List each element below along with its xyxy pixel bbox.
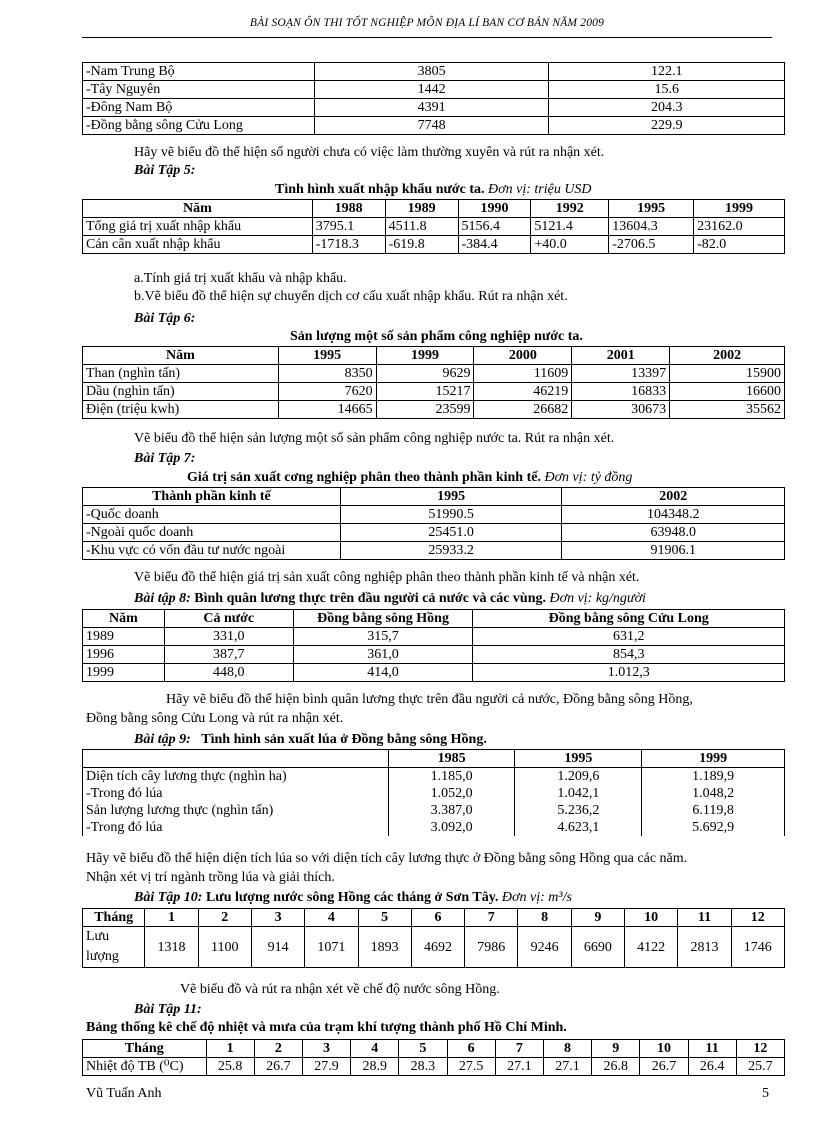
table-cell: 25933.2 xyxy=(340,542,562,560)
table-cell: 23599 xyxy=(376,401,474,419)
table-ex10 xyxy=(82,908,785,968)
table-cell: 63948.0 xyxy=(562,524,785,542)
table-cell: 361,0 xyxy=(293,646,473,664)
table-cell: 331,0 xyxy=(164,628,293,646)
table-header-cell: 1999 xyxy=(376,347,474,365)
table-ex5 xyxy=(82,199,785,254)
table-row xyxy=(83,785,785,802)
table-cell: 23162.0 xyxy=(694,218,785,236)
table-header-cell: 2001 xyxy=(572,347,670,365)
ex7-caption: Giá trị sản xuất cơng nghiệp phân theo thành phần kinh tế. Đơn vị: tỷ đồng xyxy=(187,470,633,485)
table-row xyxy=(83,524,785,542)
table-header-cell: Năm xyxy=(83,610,165,628)
table-header-cell: Năm xyxy=(83,347,279,365)
table-cell: -619.8 xyxy=(385,236,458,254)
ex9-title: Bài tập 9: Tình hình sản xuất lúa ở Đồng bằng sông Hồng. xyxy=(134,732,487,747)
table-cell: +40.0 xyxy=(531,236,609,254)
table-row xyxy=(83,542,785,560)
table-cell: 27.9 xyxy=(302,1058,350,1076)
table-cell: -Trong đó lúa xyxy=(83,785,389,802)
table-cell: -Trong đó lúa xyxy=(83,819,389,836)
ex9-task-2: Nhận xét vị trí ngành trồng lúa và giải thích. xyxy=(86,870,335,885)
ex6-caption: Sản lượng một số sản phẩm công nghiệp nước ta. xyxy=(290,329,583,344)
table-cell: 27.1 xyxy=(543,1058,591,1076)
table-header-cell: 12 xyxy=(731,909,784,927)
table-cell: 27.1 xyxy=(495,1058,543,1076)
table-cell: -2706.5 xyxy=(609,236,694,254)
table-header-cell: 5 xyxy=(399,1040,447,1058)
table-cell: -Đồng bằng sông Cửu Long xyxy=(83,117,315,135)
table-cell: 16600 xyxy=(670,383,785,401)
table-header-cell: 8 xyxy=(518,909,571,927)
table-header-cell: Cả nước xyxy=(164,610,293,628)
table-cell: 1442 xyxy=(314,81,549,99)
table-header-cell: 2002 xyxy=(562,488,785,506)
row-label-line: Lưu xyxy=(86,929,110,944)
table-cell: 3.387,0 xyxy=(388,802,515,819)
table-cell: 1071 xyxy=(305,927,358,968)
table-cell: 13397 xyxy=(572,365,670,383)
ex8-task-1: Hãy vẽ biểu đồ thể hiện bình quân lương thực trên đầu người cả nước, Đồng bằng sông Hồng, xyxy=(166,692,693,707)
table-cell: 8350 xyxy=(278,365,376,383)
table-header-cell: 9 xyxy=(592,1040,640,1058)
table-header-cell xyxy=(83,750,389,768)
table-cell: 26.7 xyxy=(640,1058,688,1076)
table-header-cell: 2000 xyxy=(474,347,572,365)
table-cell: 631,2 xyxy=(473,628,785,646)
table-header-cell: 11 xyxy=(678,909,731,927)
table-header-cell: 8 xyxy=(543,1040,591,1058)
table-cell: -Quốc doanh xyxy=(83,506,341,524)
table-header-cell: Tháng xyxy=(83,1040,207,1058)
table-cell: 91906.1 xyxy=(562,542,785,560)
table-cell: -Ngoài quốc doanh xyxy=(83,524,341,542)
table-header-row xyxy=(83,750,785,768)
header-divider xyxy=(82,37,772,38)
table-cell: 51990.5 xyxy=(340,506,562,524)
table-cell: 1100 xyxy=(198,927,251,968)
table-cell: 7748 xyxy=(314,117,549,135)
table-cell: Dầu (nghìn tấn) xyxy=(83,383,279,401)
table-cell: 7620 xyxy=(278,383,376,401)
table-cell: Sản lượng lương thực (nghìn tấn) xyxy=(83,802,389,819)
table-cell: 9246 xyxy=(518,927,571,968)
table-cell: 1.209,6 xyxy=(515,768,642,786)
table-cell: 14665 xyxy=(278,401,376,419)
table-cell: 229.9 xyxy=(549,117,785,135)
table-cell: 1.052,0 xyxy=(388,785,515,802)
table-cell: 1.048,2 xyxy=(642,785,785,802)
table-cell: 122.1 xyxy=(549,63,785,81)
table-cell: 28.9 xyxy=(351,1058,399,1076)
table-row xyxy=(83,646,785,664)
table-cell: -Nam Trung Bộ xyxy=(83,63,315,81)
ex7-heading: Bài Tập 7: xyxy=(134,451,196,466)
ex11-heading: Bài Tập 11: xyxy=(134,1002,202,1017)
table-cell: 104348.2 xyxy=(562,506,785,524)
table-cell: 1318 xyxy=(145,927,198,968)
table-row xyxy=(83,401,785,419)
table-cell: 26.4 xyxy=(688,1058,736,1076)
table-cell: -384.4 xyxy=(458,236,531,254)
table-header-cell: 1992 xyxy=(531,200,609,218)
table-cell: Than (nghìn tấn) xyxy=(83,365,279,383)
table-header-cell: 1 xyxy=(206,1040,254,1058)
table-row xyxy=(83,99,785,117)
table-cell: 4692 xyxy=(411,927,464,968)
ex9-task-1: Hãy vẽ biểu đồ thể hiện diện tích lúa so với diện tích cây lương thực ở Đồng bằng sông Hồng qua các năm. xyxy=(86,851,688,866)
table-cell: -82.0 xyxy=(694,236,785,254)
table-header-cell: 3 xyxy=(302,1040,350,1058)
table-header-cell: 1995 xyxy=(340,488,562,506)
table-header-row xyxy=(83,347,785,365)
ex8-task-2: Đồng bằng sông Cửu Long và rút ra nhận xét. xyxy=(86,711,344,726)
table-row xyxy=(83,218,785,236)
table-cell: 5156.4 xyxy=(458,218,531,236)
table-cell: 1.012,3 xyxy=(473,664,785,682)
table-header-row xyxy=(83,1040,785,1058)
table-cell: 13604.3 xyxy=(609,218,694,236)
table-cell: 28.3 xyxy=(399,1058,447,1076)
table-header-cell: 4 xyxy=(351,1040,399,1058)
table-header-cell: 3 xyxy=(251,909,304,927)
table-cell: 4122 xyxy=(625,927,678,968)
table-cell: Diện tích cây lương thực (nghìn ha) xyxy=(83,768,389,786)
table-cell: 16833 xyxy=(572,383,670,401)
table-header-cell: 7 xyxy=(495,1040,543,1058)
table-ex7 xyxy=(82,487,785,560)
table-cell: Tổng giá trị xuất nhập khẩu xyxy=(83,218,313,236)
table-unemployment xyxy=(82,62,785,135)
table-cell: 5121.4 xyxy=(531,218,609,236)
table-cell: 1893 xyxy=(358,927,411,968)
table-ex9 xyxy=(82,749,785,836)
table-header-cell: 5 xyxy=(358,909,411,927)
table-cell: 2813 xyxy=(678,927,731,968)
table-cell: -1718.3 xyxy=(312,236,385,254)
table-ex6 xyxy=(82,346,785,419)
ex8-title: Bài tập 8: Bình quân lương thực trên đầu người cả nước và các vùng. Đơn vị: kg/người xyxy=(134,591,646,606)
table-header-cell: 2002 xyxy=(670,347,785,365)
table-row xyxy=(83,506,785,524)
table-row xyxy=(83,63,785,81)
table-header-row xyxy=(83,909,785,927)
table-cell: 1989 xyxy=(83,628,165,646)
table-ex11 xyxy=(82,1039,785,1076)
table-cell: 3.092,0 xyxy=(388,819,515,836)
table-row xyxy=(83,1058,785,1076)
footer-page-number: 5 xyxy=(762,1086,769,1101)
table-row xyxy=(83,802,785,819)
table-header-cell: 1990 xyxy=(458,200,531,218)
table-cell: Nhiệt độ TB (⁰C) xyxy=(83,1058,207,1076)
table-cell: 5.236,2 xyxy=(515,802,642,819)
table-header-cell: 2 xyxy=(254,1040,302,1058)
table-cell: 27.5 xyxy=(447,1058,495,1076)
table-header-cell: 1988 xyxy=(312,200,385,218)
table-cell: 3795.1 xyxy=(312,218,385,236)
row-label xyxy=(83,927,145,968)
table-cell: 30673 xyxy=(572,401,670,419)
ex6-heading: Bài Tập 6: xyxy=(134,311,196,326)
table-cell: 4.623,1 xyxy=(515,819,642,836)
table-cell: 25.7 xyxy=(736,1058,784,1076)
table-cell: 26.7 xyxy=(254,1058,302,1076)
table-row xyxy=(83,117,785,135)
table-cell: 25.8 xyxy=(206,1058,254,1076)
table-cell: 4511.8 xyxy=(385,218,458,236)
table-cell: 25451.0 xyxy=(340,524,562,542)
table-cell: 448,0 xyxy=(164,664,293,682)
table-header-cell: 1995 xyxy=(515,750,642,768)
table-cell: 15900 xyxy=(670,365,785,383)
table-cell: 854,3 xyxy=(473,646,785,664)
table-header-cell: 1989 xyxy=(385,200,458,218)
table-row xyxy=(83,628,785,646)
ex5-task-b: b.Vẽ biểu đồ thể hiện sự chuyển dịch cơ cấu xuất nhập khẩu. Rút ra nhận xét. xyxy=(134,289,568,304)
table-cell: 6690 xyxy=(571,927,624,968)
table-header-cell: 1985 xyxy=(388,750,515,768)
table-row xyxy=(83,819,785,836)
table-cell: 6.119,8 xyxy=(642,802,785,819)
ex7-task: Vẽ biểu đồ thể hiện giá trị sản xuất công nghiệp phân theo thành phần kinh tế và nhận xét. xyxy=(134,570,640,585)
table-cell: 9629 xyxy=(376,365,474,383)
table-cell: 3805 xyxy=(314,63,549,81)
table-cell: 414,0 xyxy=(293,664,473,682)
table-cell: 1746 xyxy=(731,927,784,968)
table-cell: -Khu vực có vốn đầu tư nước ngoài xyxy=(83,542,341,560)
table-cell: 1996 xyxy=(83,646,165,664)
ex5-caption: Tình hình xuất nhập khẩu nước ta. Đơn vị: triệu USD xyxy=(275,182,592,197)
table-header-cell: Thành phần kinh tế xyxy=(83,488,341,506)
ex10-task: Vẽ biểu đồ và rút ra nhận xét về chế độ nước sông Hồng. xyxy=(180,982,500,997)
table-cell: 1.042,1 xyxy=(515,785,642,802)
task-4: Hãy vẽ biểu đồ thể hiện số người chưa có việc làm thường xuyên và rút ra nhận xét. xyxy=(134,145,605,160)
table-header-cell: 6 xyxy=(447,1040,495,1058)
table-cell: 26682 xyxy=(474,401,572,419)
table-header-cell: 6 xyxy=(411,909,464,927)
table-header-cell: Năm xyxy=(83,200,313,218)
table-cell: Điện (triệu kwh) xyxy=(83,401,279,419)
ex5-task-a: a.Tính giá trị xuất khẩu và nhập khẩu. xyxy=(134,271,347,286)
table-header-cell: 7 xyxy=(465,909,518,927)
table-header-cell: 1999 xyxy=(642,750,785,768)
table-cell: 15.6 xyxy=(549,81,785,99)
table-header-cell: Đồng bằng sông Hồng xyxy=(293,610,473,628)
table-cell: 11609 xyxy=(474,365,572,383)
table-header-cell: Tháng xyxy=(83,909,145,927)
table-cell: 7986 xyxy=(465,927,518,968)
table-header-cell: 2 xyxy=(198,909,251,927)
table-header-cell: 10 xyxy=(640,1040,688,1058)
table-cell: 914 xyxy=(251,927,304,968)
table-cell: 15217 xyxy=(376,383,474,401)
table-cell: 387,7 xyxy=(164,646,293,664)
table-header-row xyxy=(83,610,785,628)
table-cell: Cán cân xuất nhập khẩu xyxy=(83,236,313,254)
table-row xyxy=(83,236,785,254)
page-header: BÀI SOẠN ÔN THI TỐT NGHIỆP MÔN ĐỊA LÍ BAN CƠ BẢN NĂM 2009 xyxy=(249,17,605,29)
table-cell: 5.692,9 xyxy=(642,819,785,836)
table-cell: 46219 xyxy=(474,383,572,401)
table-row xyxy=(83,768,785,786)
table-cell: 4391 xyxy=(314,99,549,117)
row-label-line: lượng xyxy=(86,949,119,964)
table-header-cell: 1995 xyxy=(278,347,376,365)
table-row xyxy=(83,365,785,383)
table-cell: 315,7 xyxy=(293,628,473,646)
table-cell: 1999 xyxy=(83,664,165,682)
table-row xyxy=(83,927,785,968)
table-ex8 xyxy=(82,609,785,682)
table-cell: 35562 xyxy=(670,401,785,419)
table-cell: -Tây Nguyên xyxy=(83,81,315,99)
ex6-task: Vẽ biểu đồ thể hiện sản lượng một số sản phẩm công nghiệp nước ta. Rút ra nhận xét. xyxy=(134,431,615,446)
table-cell: 26.8 xyxy=(592,1058,640,1076)
table-header-cell: 11 xyxy=(688,1040,736,1058)
table-header-row xyxy=(83,488,785,506)
table-header-cell: 4 xyxy=(305,909,358,927)
table-header-cell: 1995 xyxy=(609,200,694,218)
table-header-cell: 12 xyxy=(736,1040,784,1058)
ex5-heading: Bài Tập 5: xyxy=(134,163,196,178)
ex10-title: Bài Tập 10: Lưu lượng nước sông Hồng các tháng ở Sơn Tây. Đơn vị: m³/s xyxy=(134,890,572,905)
table-cell: -Đông Nam Bộ xyxy=(83,99,315,117)
table-header-cell: 1999 xyxy=(694,200,785,218)
table-cell: 1.189,9 xyxy=(642,768,785,786)
table-header-cell: 9 xyxy=(571,909,624,927)
table-header-cell: Đồng bằng sông Cửu Long xyxy=(473,610,785,628)
table-header-cell: 10 xyxy=(625,909,678,927)
table-header-cell: 1 xyxy=(145,909,198,927)
table-row xyxy=(83,383,785,401)
table-row xyxy=(83,81,785,99)
table-cell: 204.3 xyxy=(549,99,785,117)
footer-author: Vũ Tuấn Anh xyxy=(86,1086,162,1101)
table-cell: 1.185,0 xyxy=(388,768,515,786)
table-header-row xyxy=(83,200,785,218)
ex11-caption: Bảng thống kê chế độ nhiệt và mưa của trạm khí tượng thành phố Hồ Chí Minh. xyxy=(86,1020,567,1035)
table-row xyxy=(83,664,785,682)
